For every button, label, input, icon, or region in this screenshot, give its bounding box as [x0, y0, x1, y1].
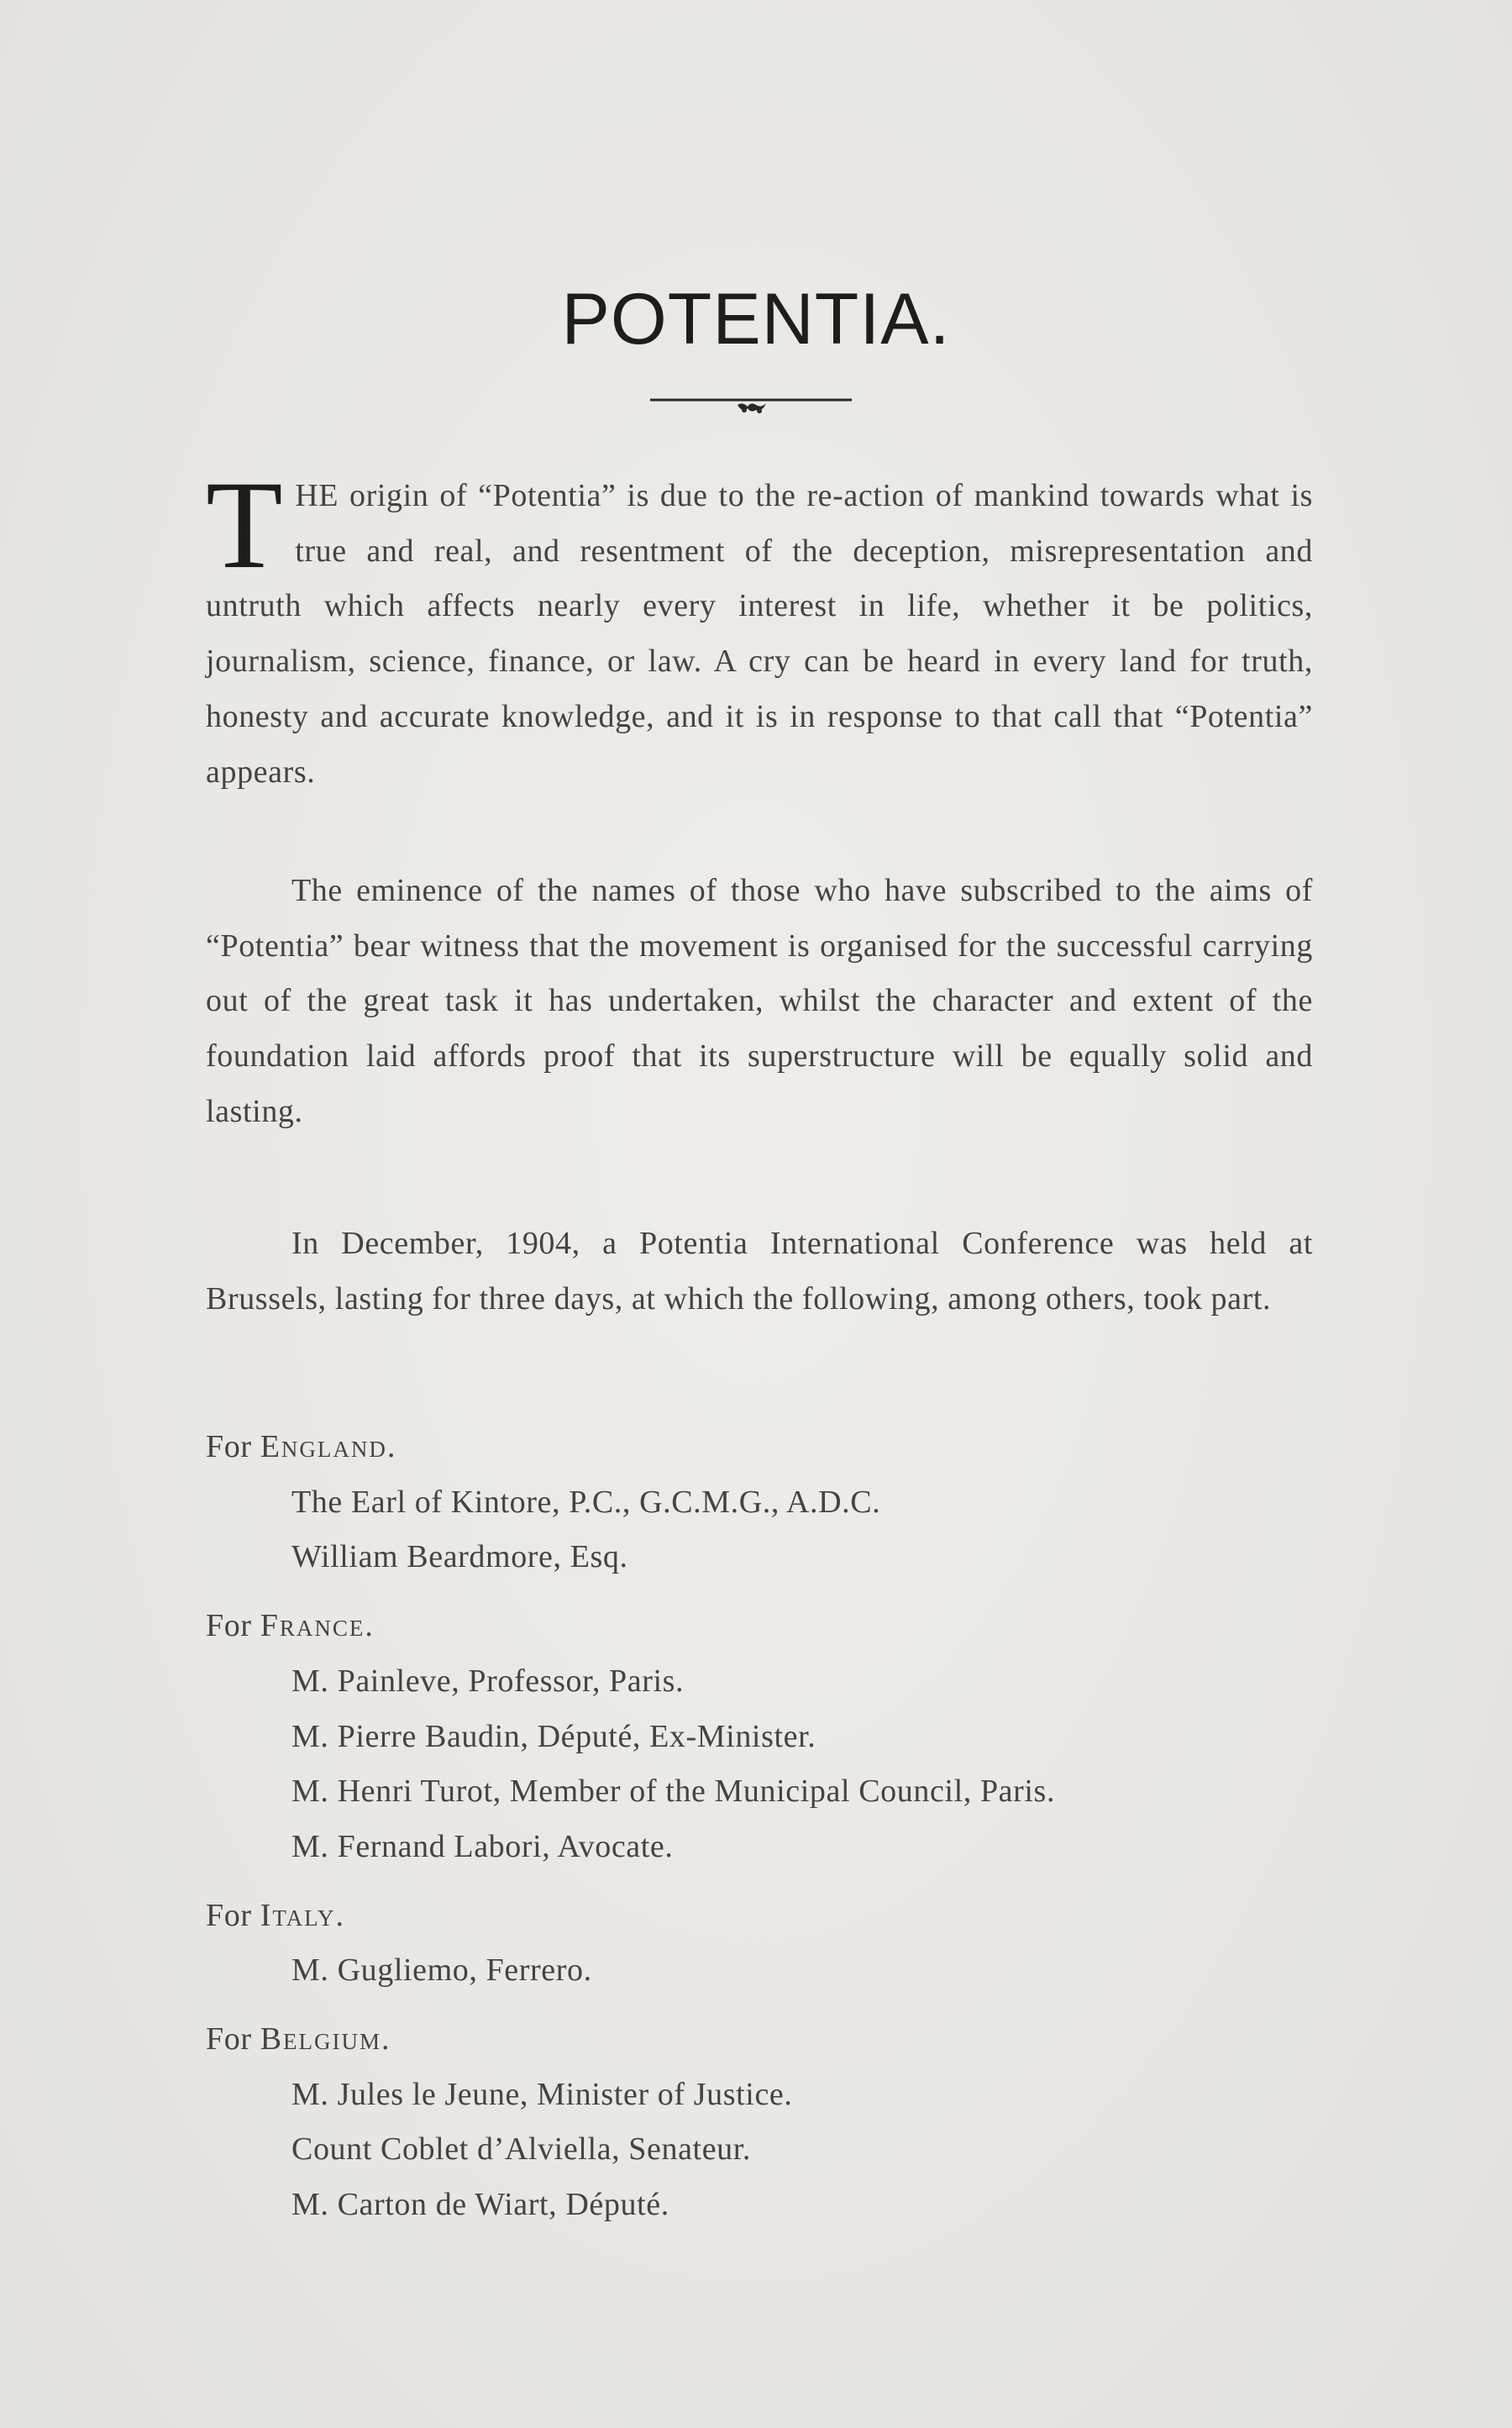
paragraph-origin: [206, 455, 1313, 855]
member-name: M. Painleve, Professor, Paris.: [291, 1663, 685, 1699]
country-block-belgium: [206, 2012, 1382, 2233]
ornament-divider: [650, 395, 852, 420]
member-name: M. Henri Turot, Member of the Municipal Council, Paris.: [291, 1774, 1056, 1810]
country-prefix: For: [206, 2021, 252, 2057]
country-name: Italy.: [260, 1897, 345, 1933]
country-name: France.: [260, 1608, 375, 1644]
member-name: Count Coblet d’Alviella, Senateur.: [291, 2131, 752, 2168]
paragraph-conference: In December, 1904, a Potentia International Conference was held at Brussels, lasting for three days, at which the following, among others, took part.: [206, 1226, 1313, 1316]
member-name: M. Pierre Baudin, Député, Ex-Minister.: [291, 1718, 816, 1754]
country-heading: [206, 2012, 1382, 2068]
member-name: M. Fernand Labori, Avocate.: [291, 1828, 674, 1864]
country-name: England.: [260, 1429, 397, 1464]
paragraph-eminence: The eminence of the names of those who have subscribed to the aims of “Potentia” bear witness that the movement is organised for the successful carrying out of the great task it has undertaken, whilst the character and extent of the foundation laid affords proof that its superstructure will be equally solid and lasting.: [206, 873, 1313, 1129]
country-block-italy: [206, 1889, 1382, 1999]
page-title: POTENTIA.: [561, 279, 951, 360]
country-prefix: For: [206, 1608, 252, 1644]
member-name: The Earl of Kintore, P.C., G.C.M.G., A.D.C.: [291, 1484, 881, 1520]
body-text: [206, 455, 1313, 1316]
country-heading: [206, 1420, 1382, 1475]
country-heading: [206, 1889, 1382, 1944]
participants-list: [206, 1420, 1382, 2247]
country-heading: [206, 1599, 1382, 1654]
country-block-france: [206, 1599, 1382, 1875]
member-name: M. Gugliemo, Ferrero.: [291, 1952, 592, 1989]
member-name: William Beardmore, Esq.: [291, 1539, 628, 1575]
drop-cap: T: [206, 455, 284, 595]
country-block-england: [206, 1420, 1382, 1585]
country-prefix: For: [206, 1429, 252, 1464]
paragraph-origin-text: HE origin of “Potentia” is due to the re-action of mankind towards what is true and real, and resentment of the deception, misrepresentation and untruth which affects nearly every interest in life, whether it be politics, journalism, science, finance, or law. A cry can be heard in every land for truth, honesty and accurate knowledge, and it is in response to that call that “Potentia” appears.: [206, 478, 1313, 790]
member-name: M. Jules le Jeune, Minister of Justice.: [291, 2076, 793, 2112]
country-name: Belgium.: [260, 2021, 391, 2057]
country-prefix: For: [206, 1897, 252, 1933]
member-name: M. Carton de Wiart, Député.: [291, 2187, 669, 2223]
